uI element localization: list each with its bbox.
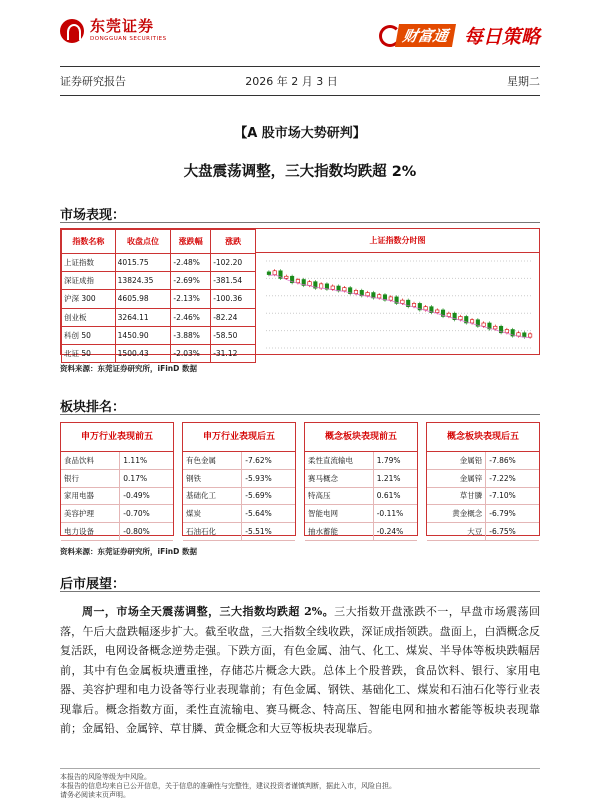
ranking-row	[305, 505, 417, 523]
header-index-name: 指数名称	[62, 230, 116, 254]
candle-body	[482, 323, 485, 326]
sector-change: -5.51%	[242, 523, 295, 541]
market-table-header	[62, 230, 256, 254]
change-value: -82.24	[211, 308, 256, 326]
company-name-en: DONGGUAN SECURITIES	[90, 36, 167, 42]
ranking-table	[426, 422, 540, 536]
footer-divider	[60, 768, 540, 769]
ranking-table	[304, 422, 418, 536]
candle-body	[517, 333, 520, 336]
index-name: 深证成指	[62, 272, 116, 290]
sector-name: 石油石化	[183, 523, 242, 541]
report-meta	[60, 73, 540, 89]
ranking-row	[61, 469, 173, 487]
ranking-row	[61, 523, 173, 541]
sector-change: -7.86%	[486, 452, 539, 469]
footer-risk: 本报告的风险等级为中风险。	[60, 773, 151, 781]
footer-notice: 请务必阅读末页声明。	[60, 791, 130, 799]
company-name-cn: 东莞证券	[90, 17, 155, 35]
market-section-line	[60, 222, 540, 223]
sector-change: -6.75%	[486, 523, 539, 541]
ranking-row	[61, 505, 173, 523]
sector-change: -7.62%	[242, 452, 295, 469]
market-source: 资料来源：东莞证券研究所，iFinD 数据	[60, 364, 197, 373]
candle-body	[401, 300, 404, 303]
sector-change: -0.49%	[120, 487, 173, 505]
close-value: 13824.35	[115, 272, 171, 290]
market-row	[62, 308, 256, 326]
ranking-row	[427, 469, 539, 487]
ranking-source: 资料来源：东莞证券研究所，iFinD 数据	[60, 547, 197, 556]
sector-change: 0.17%	[120, 469, 173, 487]
sector-change: -0.70%	[120, 505, 173, 523]
change-value: -100.36	[211, 290, 256, 308]
outlook-paragraph	[60, 602, 540, 739]
ranking-table	[60, 422, 174, 536]
header-change-pct: 涨跌幅	[171, 230, 211, 254]
ranking-row	[183, 487, 295, 505]
candle-body	[447, 313, 450, 316]
outlook-lead: 周一，市场全天震荡调整，三大指数均跌超 2%。	[82, 605, 335, 618]
ranking-table-title: 申万行业表现后五	[183, 423, 295, 452]
sector-change: -5.93%	[242, 469, 295, 487]
sector-name: 赛马概念	[305, 469, 373, 487]
intraday-chart-svg	[256, 253, 539, 354]
sector-change: -5.64%	[242, 505, 295, 523]
ranking-section-line	[60, 414, 540, 415]
change-pct: -3.88%	[171, 326, 211, 344]
change-value: -31.12	[211, 344, 256, 362]
report-headline: 大盘震荡调整，三大指数均跌超 2%	[183, 164, 417, 180]
candle-body	[528, 334, 531, 337]
candle-body	[273, 271, 276, 275]
brand-name: 财富通	[395, 24, 456, 47]
close-value: 4015.75	[115, 254, 171, 272]
ranking-row	[183, 452, 295, 469]
sector-name: 家用电器	[61, 487, 120, 505]
candle-body	[354, 290, 357, 293]
sector-change: 0.61%	[373, 487, 417, 505]
sector-change: -0.11%	[373, 505, 417, 523]
sector-change: -6.79%	[486, 505, 539, 523]
sector-name: 柔性直流输电	[305, 452, 373, 469]
ranking-row	[305, 487, 417, 505]
candle-body	[412, 303, 415, 306]
report-kicker: 【A 股市场大势研判】	[234, 126, 366, 141]
header-divider	[60, 66, 540, 67]
index-name: 创业板	[62, 308, 116, 326]
sector-change: 1.79%	[373, 452, 417, 469]
candle-body	[366, 293, 369, 296]
market-row	[62, 344, 256, 362]
change-value: -58.50	[211, 326, 256, 344]
change-pct: -2.03%	[171, 344, 211, 362]
ranking-row	[61, 487, 173, 505]
close-value: 3264.11	[115, 308, 171, 326]
ranking-table-title: 申万行业表现前五	[61, 423, 173, 452]
meta-divider	[60, 95, 540, 96]
sector-name: 电力设备	[61, 523, 120, 541]
sector-name: 金属锌	[427, 469, 486, 487]
change-value: -381.54	[211, 272, 256, 290]
candle-body	[296, 279, 299, 282]
index-name: 上证指数	[62, 254, 116, 272]
market-section-title: 市场表现：	[60, 208, 126, 223]
sector-name: 智能电网	[305, 505, 373, 523]
sector-change: 1.21%	[373, 469, 417, 487]
change-value: -102.20	[211, 254, 256, 272]
close-value: 4605.98	[115, 290, 171, 308]
ranking-row	[427, 452, 539, 469]
chart-title: 上证指数分时图	[256, 229, 539, 253]
change-pct: -2.13%	[171, 290, 211, 308]
ranking-section-title: 板块排名：	[60, 400, 126, 415]
ranking-table-title: 概念板块表现后五	[427, 423, 539, 452]
product-name: 每日策略	[463, 26, 540, 48]
index-name: 北证 50	[62, 344, 116, 362]
footer-disclaimer: 本报告的信息均来自已公开信息，关于信息的准确性与完整性，建议投资者谨慎判断，据此入市，风险自担。	[60, 782, 396, 790]
sector-change: -7.10%	[486, 487, 539, 505]
ranking-table	[182, 422, 296, 536]
report-type: 证券研究报告	[60, 75, 126, 88]
market-table-box	[60, 228, 540, 359]
candle-body	[319, 284, 322, 288]
ranking-row	[305, 452, 417, 469]
ranking-row	[427, 505, 539, 523]
candle-body	[494, 326, 497, 329]
ranking-table-title: 概念板块表现前五	[305, 423, 417, 452]
candle-body	[459, 316, 462, 319]
sector-name: 金属铅	[427, 452, 486, 469]
candle-body	[267, 272, 270, 275]
sector-name: 基础化工	[183, 487, 242, 505]
close-value: 1500.43	[115, 344, 171, 362]
ranking-row	[427, 523, 539, 541]
sector-name: 黄金概念	[427, 505, 486, 523]
candle-body	[331, 286, 334, 289]
sector-name: 食品饮料	[61, 452, 120, 469]
index-name: 沪深 300	[62, 290, 116, 308]
intraday-chart	[256, 253, 539, 354]
market-row	[62, 326, 256, 344]
report-date: 2026 年 2 月 3 日	[245, 75, 338, 88]
ranking-row	[305, 469, 417, 487]
change-pct: -2.48%	[171, 254, 211, 272]
sector-name: 特高压	[305, 487, 373, 505]
company-logo-icon	[60, 19, 84, 43]
outlook-section-line	[60, 591, 540, 592]
sector-name: 大豆	[427, 523, 486, 541]
sector-name: 抽水蓄能	[305, 523, 373, 541]
sector-change: -5.69%	[242, 487, 295, 505]
header-change: 涨跌	[211, 230, 256, 254]
candle-body	[343, 288, 346, 291]
sector-name: 美容护理	[61, 505, 120, 523]
market-row	[62, 272, 256, 290]
change-pct: -2.69%	[171, 272, 211, 290]
candle-body	[505, 330, 508, 333]
candle-body	[424, 307, 427, 310]
market-table	[61, 229, 256, 363]
ranking-row	[183, 523, 295, 541]
index-name: 科创 50	[62, 326, 116, 344]
candle-body	[523, 333, 526, 337]
product-logo	[379, 22, 540, 49]
candle-body	[285, 276, 288, 278]
outlook-body: 三大指数开盘涨跌不一，早盘市场震荡回落，午后大盘跌幅逐步扩大。截至收盘，三大指数全线收跌，深证成指领跌。盘面上，白酒概念反复活跃，电网设备概念逆势走强。下跌方面，有色金属、油气、化工、煤炭、半导体等板块跌幅居前，其中有色金属板块遭重挫，存储芯片概念大跌。总体上个股普跌，食品饮料、银行、家用电器、美容护理和电力设备等行业表现靠前；有色金属、钢铁、基础化工、煤炭和石油石化等行业表现靠后。概念指数方面，柔性直流输电、赛马概念、特高压、智能电网和抽水蓄能等板块表现靠前；金属铅、金属锌、草甘膦、黄金概念和大豆等板块表现靠后。	[60, 605, 540, 735]
candle-body	[435, 310, 438, 313]
ranking-row	[427, 487, 539, 505]
ranking-row	[305, 523, 417, 541]
candle-body	[389, 297, 392, 300]
company-logo	[60, 18, 167, 43]
report-weekday: 星期二	[506, 75, 540, 88]
ranking-row	[183, 505, 295, 523]
sector-name: 银行	[61, 469, 120, 487]
ranking-row	[61, 452, 173, 469]
sector-name: 煤炭	[183, 505, 242, 523]
market-row	[62, 290, 256, 308]
sector-change: 1.11%	[120, 452, 173, 469]
sector-name: 草甘膦	[427, 487, 486, 505]
sector-change: -0.80%	[120, 523, 173, 541]
candle-body	[308, 282, 311, 286]
change-pct: -2.46%	[171, 308, 211, 326]
market-row	[62, 254, 256, 272]
candle-body	[377, 295, 380, 298]
outlook-section-title: 后市展望：	[60, 577, 126, 592]
sector-name: 有色金属	[183, 452, 242, 469]
header-close: 收盘点位	[115, 230, 171, 254]
sector-change: -0.24%	[373, 523, 417, 541]
ranking-row	[183, 469, 295, 487]
sector-change: -7.22%	[486, 469, 539, 487]
sector-name: 钢铁	[183, 469, 242, 487]
candle-body	[470, 320, 473, 323]
close-value: 1450.90	[115, 326, 171, 344]
